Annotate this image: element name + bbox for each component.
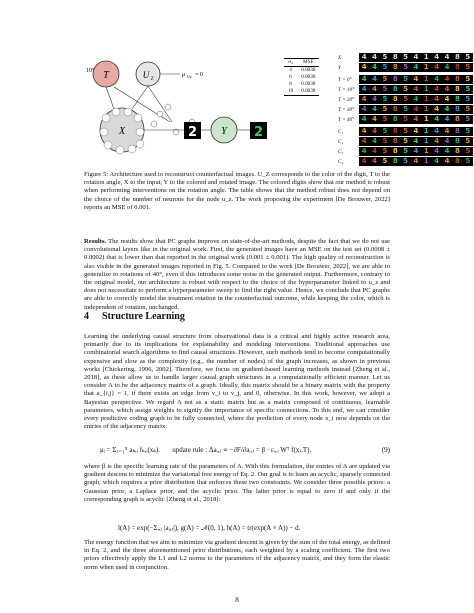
- digit-glyph: 4: [372, 157, 377, 165]
- page-number: 8: [235, 596, 239, 604]
- digit-glyph: 5: [403, 127, 409, 135]
- digit-glyph: 1: [423, 63, 429, 71]
- digit-glyph: 4: [413, 63, 419, 71]
- digit-glyph: 1: [423, 115, 429, 123]
- digit-glyph: 1: [423, 75, 429, 83]
- digit-glyph: 4: [361, 127, 367, 135]
- paragraph-energy: The energy function that we aim to minimize via gradient descent is given by the sum of the total energy, as defined in Eq. 2, and the three aforementioned prior distributions, each weighted by a scaling coefficient. The first two priors effectively apply the L1 and L2 norms to the parameters of the adjacency matrix, and they form the elastic norm when used in conjunction.: [84, 539, 390, 571]
- digit-glyph: 4: [444, 115, 450, 123]
- digit-glyph: 4: [413, 53, 419, 61]
- digit-glyph: 5: [382, 105, 388, 113]
- digit-strip: [359, 137, 473, 146]
- digit-glyph: 4: [444, 95, 450, 103]
- digit-glyph: 4: [413, 95, 419, 103]
- digit-glyph: 5: [465, 63, 471, 71]
- mu-value: = 0: [195, 72, 203, 78]
- digit-strip: [359, 105, 473, 114]
- digit-glyph: 5: [465, 127, 471, 135]
- digit-glyph: 8: [454, 127, 460, 135]
- digit-glyph: 4: [434, 75, 440, 83]
- digit-glyph: 5: [382, 53, 388, 61]
- digit-glyph: 5: [465, 95, 471, 103]
- figure-5: [84, 52, 471, 165]
- digit-glyph: 8: [454, 137, 460, 145]
- digit-glyph: 4: [434, 157, 440, 165]
- digit-glyph: 1: [423, 157, 429, 165]
- node-uz-sub: Z: [150, 77, 154, 82]
- digit-strip: [359, 147, 473, 156]
- digit-glyph: 5: [465, 137, 471, 145]
- digit-glyph: 8: [454, 105, 460, 113]
- mu-label: μ: [182, 72, 186, 78]
- digit-glyph: 8: [392, 157, 398, 165]
- digit-glyph: 5: [465, 53, 471, 61]
- digit-row-label: X: [338, 55, 342, 61]
- digit-glyph: 4: [434, 137, 440, 145]
- digit-glyph: 4: [372, 137, 377, 145]
- digit-glyph: 4: [434, 105, 440, 113]
- digit-glyph: 5: [403, 85, 409, 93]
- equation-right: update rule : Δaᵢ,ⱼ ∝ −∂F/∂aᵢ,ⱼ = β · εᵢ,ⱼ Wᵀ f(xⱼ,T).: [172, 446, 312, 454]
- digit-glyph: 5: [382, 95, 388, 103]
- digit-glyph: 5: [403, 75, 409, 83]
- digit-glyph: 4: [434, 127, 440, 135]
- digit-glyph: 5: [465, 147, 471, 155]
- digit-glyph: 5: [382, 115, 388, 123]
- digit-glyph: 5: [465, 105, 471, 113]
- digit-glyph: 8: [454, 63, 460, 71]
- node-t-label: T: [103, 70, 109, 81]
- digit-glyph: 5: [382, 147, 388, 155]
- digit-glyph: 4: [434, 85, 440, 93]
- digit-glyph: 4: [444, 53, 450, 61]
- equation-number: (9): [381, 446, 390, 454]
- digit-strip: [359, 85, 473, 94]
- digit-glyph: 5: [403, 105, 409, 113]
- digit-glyph: 8: [454, 157, 460, 165]
- digit-glyph: 8: [392, 137, 398, 145]
- digit-glyph: 5: [382, 157, 388, 165]
- digit-glyph: 4: [361, 63, 367, 71]
- digit-glyph: 5: [403, 157, 409, 165]
- equation-priors: l(A) = exp(−Σᵢ,ⱼ |aᵢ,ⱼ|), g(A) = 𝒩(0, 1), h(A) = tr(exp(A × A)) − d.: [118, 524, 301, 532]
- digit-strip: [359, 157, 473, 166]
- digit-glyph: 5: [403, 53, 409, 61]
- digit-glyph: 4: [413, 75, 419, 83]
- table-row: 4 0.0038: [289, 67, 316, 73]
- digit-glyph: 4: [444, 63, 450, 71]
- digit-glyph: 1: [423, 85, 429, 93]
- digit-glyph: 8: [454, 147, 460, 155]
- digit-glyph: 1: [423, 137, 429, 145]
- digit-row-label: Y: [338, 65, 341, 71]
- digit-glyph: 4: [413, 127, 419, 135]
- paragraph-priors: where β is the specific learning rate of the parameters of A. With this formulation, the entries of A are updated via gradient descent to minimize the variational free energy of Eq. 2. Our goal is to learn an acyclic, sparsely connected graph, which requires a prior distribution that enforces these two constraints. We consider three possible priors: a Gaussian prior, a Laplace prior, and the acyclic prior. The latter prior is equal to zero if and only if the corresponding graph is acyclic [Zheng et al., 2018]:: [84, 463, 390, 503]
- digit-glyph: 1: [423, 95, 429, 103]
- paragraph-structure-learning: Learning the underlying causal structure from observational data is a critical and highly active research area, primarily due to its implications for explainability and modeling interventions. Traditional approaches use combinatorial search algorithms to find causal structures. However, such methods tend to become computationally expensive and slow as the complexity (e.g., the number of nodes) of the graph increases, as shown in previous works [Chickering, 1996, 2002]. Therefore, we focus on gradient-based learning methods instead [Zheng et al., 2018], as these allow us to handle larger causal graph structures in a computationally efficient manner. Let us consider A to be the adjacency matrix of a graph. Ideally, this matrix should be a binary matrix with the property that a_{i,j} = 1, if there exists an edge from v_i to v_j, and 0, otherwise. In this work, however, we adopt a Bayesian perspective. We regard A not as a static matrix but as a matrix composed of continuous, learnable parameters, which assign weights to signify the importance of specific connections. To this end, we can consider every predictive coding graph to be fully connected, where the prediction of every node x_i now depends on the entries of the adjacency matrix:: [84, 333, 390, 431]
- digit-row-label: T = 10°: [338, 87, 355, 93]
- digit-glyph: 5: [403, 137, 409, 145]
- digit-glyph: 4: [444, 85, 450, 93]
- node-uz-label: U: [142, 70, 150, 80]
- figure-caption: Figure 5: Architecture used to reconstruct counterfactual images. U_Z corresponds to the color of the digit, T to the rotation angle, X to the input, Y to the colored and rotated image. The colored digits show that our method is robust when performing interventions on the rotation angle. The table shows that the method robust does not depend on the choice of the number of neurons for the node u_z. The work proposing the experiment [De Brouwer, 2022] reports an MSE of 0.001.: [84, 171, 390, 211]
- digit-glyph: 8: [392, 115, 398, 123]
- digit-glyph: 4: [434, 63, 440, 71]
- digit-glyph: 4: [361, 115, 367, 123]
- digit-glyph: 4: [372, 147, 377, 155]
- digit-glyph: 4: [444, 75, 450, 83]
- digit-row-label: C₄: [338, 159, 344, 165]
- digit-glyph: 4: [372, 85, 377, 93]
- digit-glyph: 5: [382, 127, 388, 135]
- digit-glyph: 4: [361, 53, 367, 61]
- table-header: σ₂: [288, 59, 293, 65]
- table-row: 10 0.0038: [288, 88, 316, 94]
- results-text: The results show that PC graphs improve on state-of-the-art methods, despite the fact that we do not use convolutional layers like in the original work. First, the generated images have an MSE on the test set (0.0008 ± 0.0002) that is lower than that reported in the original work (0.001 ± 0.001). The high quality of reconstruction is also visible in the generated images reported in Fig. 5. Compared to the work [De Brouwer, 2022], we are able to generalize to rotations of 40°, even if this introduces some noise in the generated output. Furthermore, contrary to the original model, our architecture is robust with respect to the choice of the hyperparameter linked to u_z and does not necessitate to perform a hyperparameter sweep to find the right value. Hence, we conclude that PC graphs are able to correctly model the treatment rotation in the counterfactual outcome, while keeping the color, which is independent of rotation, unchanged.: [84, 238, 390, 311]
- digit-glyph: 8: [392, 95, 398, 103]
- node-x-label: X: [118, 126, 126, 137]
- digit-glyph: 8: [392, 105, 398, 113]
- section-title: Structure Learning: [102, 311, 185, 322]
- digit-glyph: 5: [465, 115, 471, 123]
- prior-label: 10°: [86, 68, 95, 74]
- digit-glyph: 1: [423, 105, 429, 113]
- digit-glyph: 8: [392, 63, 398, 71]
- table-row: 6 0.0038: [289, 74, 316, 80]
- digit-row-label: T = 20°: [338, 97, 355, 103]
- digit-glyph: 8: [454, 53, 460, 61]
- digit-glyph: 4: [372, 127, 377, 135]
- digit-row-label: C₁: [338, 129, 344, 135]
- digit-glyph: 5: [382, 63, 388, 71]
- digit-strip: [359, 127, 473, 136]
- digit-glyph: 4: [361, 95, 367, 103]
- digit-glyph: 8: [454, 95, 460, 103]
- equation-9: [100, 446, 390, 454]
- digit-glyph: 4: [372, 75, 377, 83]
- digit-row-label: C₃: [338, 149, 344, 155]
- digit-glyph: 5: [403, 147, 409, 155]
- digit-glyph: 4: [413, 85, 419, 93]
- section-number: 4: [84, 311, 89, 322]
- section-heading: [84, 311, 185, 322]
- digit-glyph: 4: [444, 157, 450, 165]
- digit-glyph: 8: [392, 85, 398, 93]
- digit-glyph: 4: [413, 147, 419, 155]
- digit-glyph: 4: [372, 63, 377, 71]
- digit-glyph: 4: [372, 95, 377, 103]
- digit-glyph: 4: [361, 157, 367, 165]
- digit-glyph: 4: [434, 147, 440, 155]
- digit-row-label: T = 40°: [338, 117, 355, 123]
- digit-glyph: 1: [423, 147, 429, 155]
- digit-glyph: 4: [372, 53, 377, 61]
- hyperparameter-table: [284, 58, 319, 96]
- digit-glyph: 1: [423, 127, 429, 135]
- digit-glyph: 5: [465, 85, 471, 93]
- digit-glyph: 4: [434, 115, 440, 123]
- digit-glyph: 8: [392, 147, 398, 155]
- equation-left: μᵢ = Σⱼ₌₁ᴺ aₖ,ᵢ fₖ,ᵢ(xₖ).: [100, 446, 160, 454]
- digit-glyph: 4: [372, 115, 377, 123]
- digit-row-label: T = 30°: [338, 107, 355, 113]
- digit-glyph: 4: [413, 157, 419, 165]
- digit-glyph: 4: [361, 75, 367, 83]
- digit-glyph: 4: [444, 127, 450, 135]
- digit-strip: [359, 95, 473, 104]
- digit-glyph: 5: [465, 75, 471, 83]
- table-row: 8 0.0038: [289, 81, 316, 87]
- digit-row-label: T = 0°: [338, 77, 352, 83]
- node-y-label: Y: [221, 126, 227, 137]
- digit-glyph: 5: [382, 85, 388, 93]
- digit-glyph: 8: [454, 85, 460, 93]
- results-paragraph: [84, 238, 390, 312]
- digit-glyph: 4: [444, 105, 450, 113]
- digit-glyph: 8: [392, 53, 398, 61]
- digit-glyph: 5: [403, 63, 409, 71]
- digit-glyph: 8: [454, 115, 460, 123]
- digit-glyph: 8: [392, 75, 398, 83]
- svg-text:2: 2: [187, 125, 198, 140]
- results-heading: Results.: [84, 238, 107, 245]
- digit-strip: [359, 75, 473, 84]
- digit-glyph: 4: [361, 85, 367, 93]
- digit-glyph: 5: [382, 137, 388, 145]
- digit-glyph: 5: [403, 95, 409, 103]
- svg-text:2: 2: [253, 125, 264, 140]
- digit-glyph: 4: [444, 147, 450, 155]
- digit-glyph: 4: [413, 105, 419, 113]
- digit-strip: [359, 115, 473, 124]
- digit-glyph: 4: [361, 137, 367, 145]
- digit-glyph: 4: [361, 147, 367, 155]
- digit-glyph: 1: [423, 53, 429, 61]
- digit-glyph: 8: [392, 127, 398, 135]
- digit-strip: [359, 63, 473, 72]
- mu-sub: Uz: [187, 74, 192, 79]
- digit-row-label: C₂: [338, 139, 344, 145]
- digit-glyph: 4: [361, 105, 367, 113]
- digit-glyph: 4: [413, 137, 419, 145]
- digit-glyph: 4: [434, 53, 440, 61]
- digit-glyph: 4: [413, 115, 419, 123]
- digit-glyph: 5: [403, 115, 409, 123]
- digit-glyph: 4: [444, 137, 450, 145]
- digit-glyph: 4: [372, 105, 377, 113]
- digit-glyph: 5: [382, 75, 388, 83]
- digit-glyph: 4: [434, 95, 440, 103]
- digit-glyph: 5: [465, 157, 471, 165]
- table-header: MSE: [302, 59, 314, 65]
- digit-strip: [359, 53, 473, 62]
- digit-glyph: 8: [454, 75, 460, 83]
